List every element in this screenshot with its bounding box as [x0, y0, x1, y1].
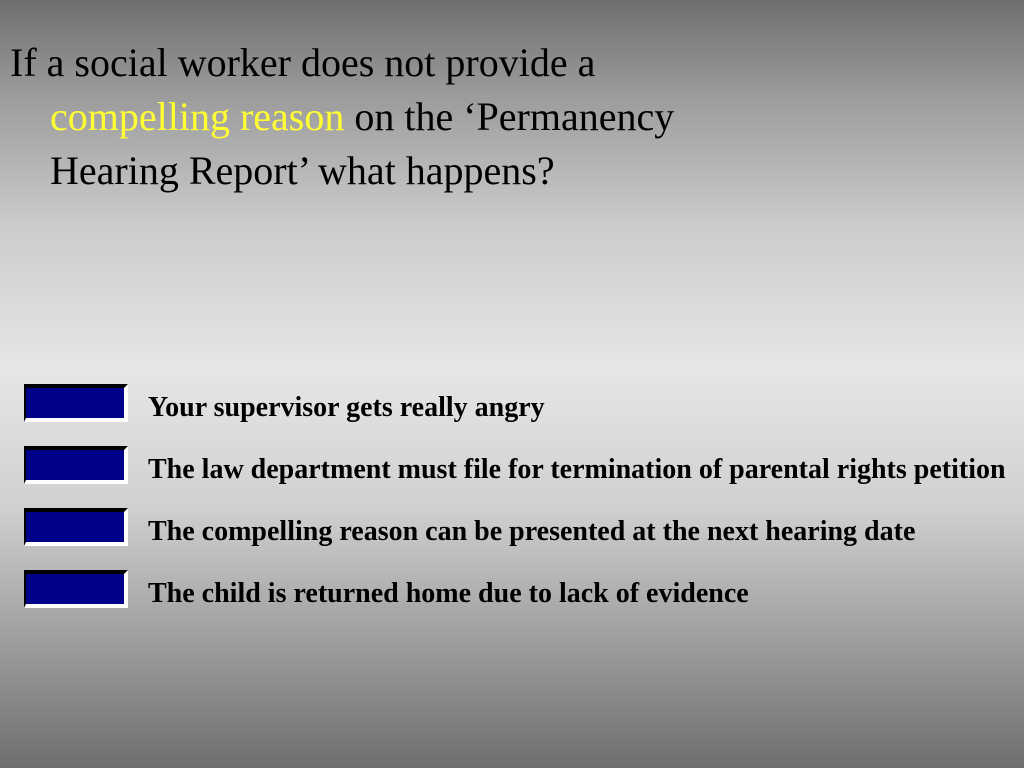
answer-2-text: The law department must file for termination of parental rights petition: [148, 454, 1006, 485]
answer-3-text: The compelling reason can be presented at the next hearing date: [148, 516, 916, 547]
question-line-1: If a social worker does not provide a: [10, 40, 596, 85]
answer-2-button[interactable]: [24, 446, 128, 484]
answer-option-1: [24, 384, 1016, 426]
answer-3-button[interactable]: [24, 508, 128, 546]
question-line-2-rest: on the ‘Permanency: [344, 94, 675, 139]
answer-4-text: The child is returned home due to lack of evidence: [148, 578, 749, 609]
question-line-2: [10, 90, 1010, 144]
answer-option-3: [24, 508, 1016, 550]
answer-1-button[interactable]: [24, 384, 128, 422]
answer-option-4: [24, 570, 1016, 612]
answer-option-2: [24, 446, 1016, 488]
answer-4-button[interactable]: [24, 570, 128, 608]
answer-options: [24, 384, 1016, 632]
question-line-3: Hearing Report’ what happens?: [50, 148, 555, 193]
compelling-reason-highlight: compelling reason: [50, 94, 345, 139]
question-text: [10, 36, 1010, 198]
answer-1-text: Your supervisor gets really angry: [148, 392, 545, 423]
